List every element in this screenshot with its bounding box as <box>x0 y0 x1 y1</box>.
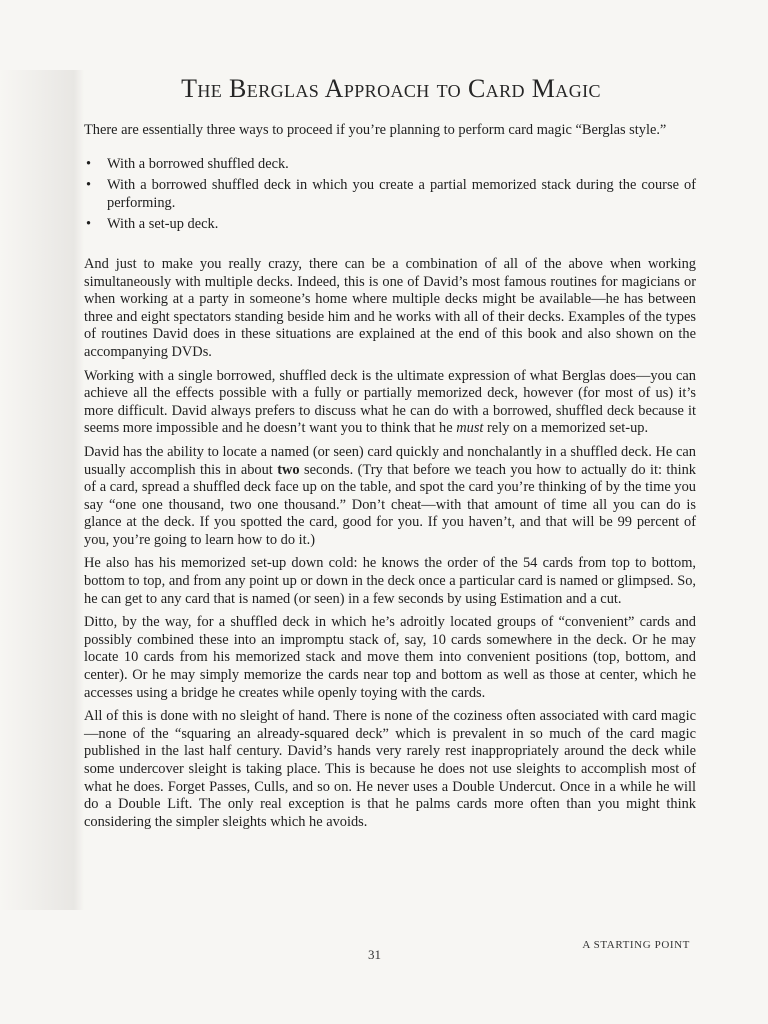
body-text <box>84 122 696 837</box>
paragraph-convenient-cards: Ditto, by the way, for a shuffled deck in which he’s adroitly located groups of “convenient” cards and possibly combined these into an impromptu stack of, say, 10 cards somewhere in the deck. Or he may locate 10 cards from his memorized stack and move them into convenient positions (top, bottom, and center). Or he may simply memorize the cards near top and bottom as well as those at center, which he accesses using a bridge he creates while openly toying with the cards. <box>84 614 696 701</box>
bullet-icon: • <box>86 177 92 194</box>
running-footer-section: A STARTING POINT <box>582 939 690 951</box>
emphasis-must: must <box>456 420 484 437</box>
page-gutter-shadow <box>0 70 84 910</box>
paragraph-borrowed-deck: Working with a single borrowed, shuffled deck is the ultimate expression of what Berglas does—you can achieve all the effects possible with a fully or partially memorized deck, however (for most of us) it’s more difficult. David always prefers to discuss what he can do with a borrowed, shuffled deck because it seems more impossible and he doesn’t want you to think that he must rely on a memorized set-up. <box>84 367 696 437</box>
paragraph-multiple-decks: And just to make you really crazy, there can be a combination of all of the above when working simultaneously with multiple decks. Indeed, this is one of David’s most famous routines for magicians or when working at a party in someone’s home where multiple decks might be available—he has between three and eight spectators standing beside him and he works with all of their decks. Examples of the types of routines David does in these situations are explained at the end of this book and also shown on the accompanying DVDs. <box>84 255 696 360</box>
bullet-list <box>84 156 696 234</box>
page-number: 31 <box>368 947 381 962</box>
paragraph-memorized-setup: He also has his memorized set-up down cold: he knows the order of the 54 cards from top to bottom, bottom to top, and from any point up or down in the deck once a particular card is named or glimpsed. So, he can get to any card that is named (or seen) in a few seconds by using Estimation and a cut. <box>84 555 696 607</box>
list-item: • With a borrowed shuffled deck in which you create a partial memorized stack during the course of performing. <box>86 177 696 211</box>
paragraph-no-sleight: All of this is done with no sleight of hand. There is none of the coziness often associated with card magic—none of the “squaring an already-squared deck” which is prevalent in so much of the card magic published in the last half century. David’s hands very rarely rest inappropriately around the deck while some undercover sleight is taking place. This is because he does not use sleights to accomplish most of what he does. Forget Passes, Culls, and so on. He never uses a Double Undercut. Once in a while he will do a Double Lift. The only real exception is that he palms cards more often than you might think considering the simpler sleights which he avoids. <box>84 708 696 830</box>
paragraph-locate-card: David has the ability to locate a named (or seen) card quickly and nonchalantly in a shuffled deck. He can usually accomplish this in about two seconds. (Try that before we teach you how to actually do it: think of a card, spread a shuffled deck face up on the table, and spot the card you’re thinking of by the time you say “one one thousand, two one thousand.” Don’t cheat—with that amount of time all you can do is glance at the deck. If you spotted the card, good for you. If you haven’t, and that will be 99 percent of you, you’re going to learn how to do it.) <box>84 443 696 548</box>
bullet-icon: • <box>86 155 92 172</box>
emphasis-two: two <box>277 461 300 478</box>
intro-paragraph: There are essentially three ways to proceed if you’re planning to perform card magic “Berglas style.” <box>84 122 667 138</box>
page-title: The Berglas Approach to Card Magic <box>181 74 601 103</box>
list-item: • With a set-up deck. <box>86 216 219 233</box>
list-item: • With a borrowed shuffled deck. <box>86 155 289 172</box>
bullet-icon: • <box>86 216 92 233</box>
